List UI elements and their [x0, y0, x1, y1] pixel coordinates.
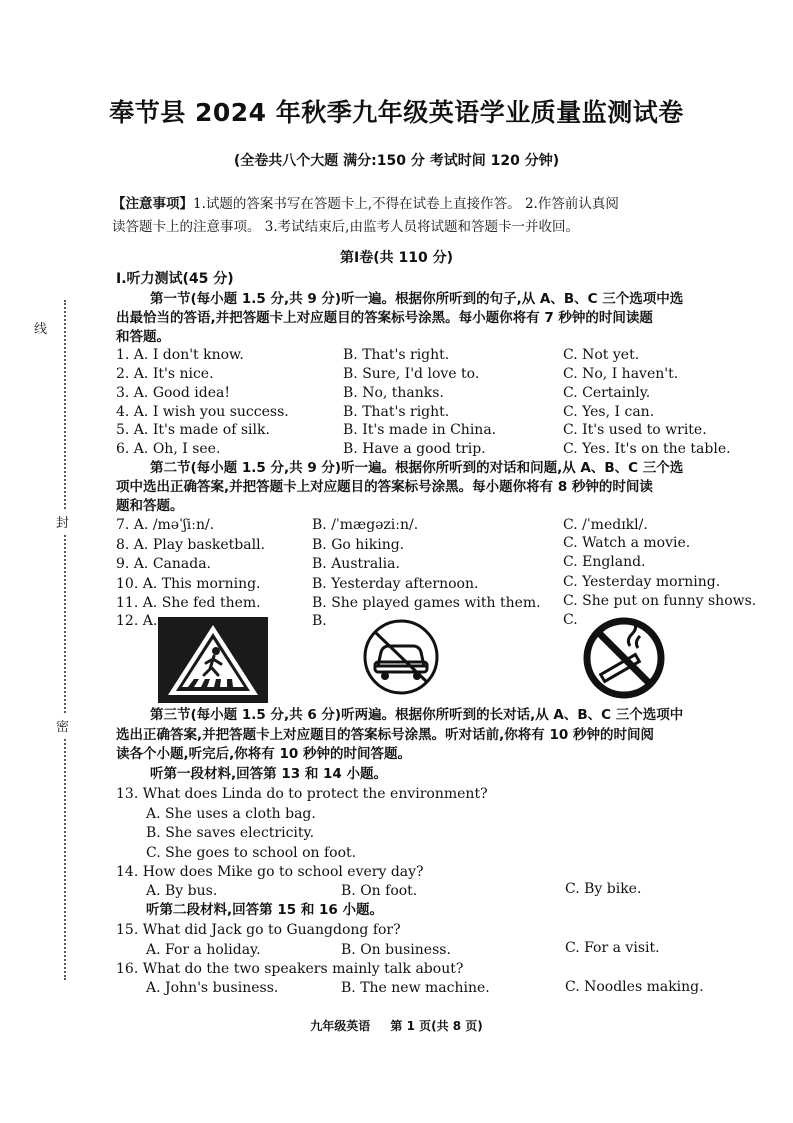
no-cars-icon [361, 618, 441, 696]
q1-option-b: B. That's right. [343, 347, 450, 363]
q6-option-c: C. Yes. It's on the table. [563, 441, 731, 457]
material-1-instruction: 听第一段材料,回答第 13 和 14 小题。 [150, 766, 388, 782]
q11-option-b: B. She played games with them. [312, 595, 541, 611]
q13-question: 13. What does Linda do to protect the environment? [116, 786, 488, 802]
q1-option-c: C. Not yet. [563, 347, 640, 363]
q2-option-c: C. No, I haven't. [563, 366, 679, 382]
sec1-line2: 出最恰当的答语,并把答题卡上对应题目的答案标号涂黑。每小题你将有 7 秒钟的时间读题 [116, 310, 653, 326]
q16-option-c: C. Noodles making. [565, 979, 704, 995]
q2-option-b: B. Sure, I'd love to. [343, 366, 480, 382]
q10-option-b: B. Yesterday afternoon. [312, 576, 479, 592]
notice-line-2: 读答题卡上的注意事项。 3.考试结束后,由监考人员将试题和答题卡一并收回。 [112, 219, 579, 235]
no-smoking-icon [582, 616, 666, 700]
sec1-line3: 和答题。 [116, 329, 170, 345]
q5-option-b: B. It's made in China. [343, 422, 497, 438]
sec1-line1: 第一节(每小题 1.5 分,共 9 分)听一遍。根据你所听到的句子,从 A、B、C 三个选项中选 [150, 291, 684, 307]
q10-option-a: 10. A. This morning. [116, 576, 261, 592]
q11-option-c: C. She put on funny shows. [563, 593, 757, 609]
volume-heading: 第Ⅰ卷(共 110 分) [340, 250, 453, 266]
q8-option-c: C. Watch a movie. [563, 535, 691, 551]
margin-label-line: 线 [34, 318, 47, 337]
footer-page-number: 第 1 页(共 8 页) [390, 1019, 483, 1033]
margin-label-seal: 封 [56, 510, 69, 533]
q13-option-a: A. She uses a cloth bag. [146, 806, 316, 822]
q14-option-b: B. On foot. [341, 883, 418, 899]
part1-heading: Ⅰ.听力测试(45 分) [116, 271, 234, 287]
q16-option-b: B. The new machine. [341, 980, 490, 996]
pedestrian-crossing-icon [158, 617, 268, 703]
sec3-line1: 第三节(每小题 1.5 分,共 6 分)听两遍。根据你所听到的长对话,从 A、B、C 三个选项中 [150, 707, 684, 723]
q4-option-a: 4. A. I wish you success. [116, 404, 289, 420]
q6-option-a: 6. A. Oh, I see. [116, 441, 221, 457]
q5-option-c: C. It's used to write. [563, 422, 707, 438]
page-footer [0, 1017, 793, 1034]
q7-option-b: B. /ˈmægəziːn/. [312, 517, 419, 533]
q3-option-b: B. No, thanks. [343, 385, 444, 401]
q16-question: 16. What do the two speakers mainly talk about? [116, 961, 464, 977]
q9-option-c: C. England. [563, 554, 646, 570]
sec3-line3: 读各个小题,听完后,你将有 10 秒钟的时间答题。 [116, 746, 411, 762]
q7-option-c: C. /ˈmedɪkl/. [563, 517, 648, 533]
sec2-line2: 项中选出正确答案,并把答题卡上对应题目的答案标号涂黑。每小题你将有 8 秒钟的时间读 [116, 479, 653, 495]
q8-option-b: B. Go hiking. [312, 537, 405, 553]
notice-line-1 [112, 193, 758, 216]
q3-option-c: C. Certainly. [563, 385, 651, 401]
q4-option-c: C. Yes, I can. [563, 404, 655, 420]
q7-option-a: 7. A. /məˈʃiːn/. [116, 517, 215, 533]
q12-option-a: 12. A. [116, 613, 158, 629]
q10-option-c: C. Yesterday morning. [563, 574, 721, 590]
q14-question: 14. How does Mike go to school every day? [116, 864, 424, 880]
q1-option-a: 1. A. I don't know. [116, 347, 244, 363]
notice-block [112, 193, 758, 239]
margin-label-secret: 密 [56, 714, 69, 737]
q12-option-b: B. [312, 613, 327, 629]
q12-option-c: C. [563, 612, 578, 628]
sec2-line1: 第二节(每小题 1.5 分,共 9 分)听一遍。根据你所听到的对话和问题,从 A、B、C 三个选 [150, 460, 684, 476]
q9-option-a: 9. A. Canada. [116, 556, 211, 572]
q9-option-b: B. Australia. [312, 556, 400, 572]
q6-option-b: B. Have a good trip. [343, 441, 486, 457]
q5-option-a: 5. A. It's made of silk. [116, 422, 270, 438]
q13-option-c: C. She goes to school on foot. [146, 845, 357, 861]
q16-option-a: A. John's business. [146, 980, 279, 996]
q14-option-a: A. By bus. [146, 883, 218, 899]
q15-question: 15. What did Jack go to Guangdong for? [116, 922, 401, 938]
footer-subject: 九年级英语 [310, 1019, 371, 1033]
notice-text-1: 1.试题的答案书写在答题卡上,不得在试卷上直接作答。 2.作答前认真阅 [193, 196, 619, 212]
binding-line [64, 300, 66, 980]
q15-option-a: A. For a holiday. [146, 942, 261, 958]
material-2-instruction: 听第二段材料,回答第 15 和 16 小题。 [146, 902, 384, 918]
q4-option-b: B. That's right. [343, 404, 450, 420]
exam-subtitle: (全卷共八个大题 满分:150 分 考试时间 120 分钟) [233, 153, 560, 169]
q11-option-a: 11. A. She fed them. [116, 595, 261, 611]
exam-title: 奉节县 2024 年秋季九年级英语学业质量监测试卷 [109, 98, 684, 127]
q2-option-a: 2. A. It's nice. [116, 366, 214, 382]
sec3-line2: 选出正确答案,并把答题卡上对应题目的答案标号涂黑。听对话前,你将有 10 秒钟的时间阅 [116, 727, 654, 743]
q14-option-c: C. By bike. [565, 881, 642, 897]
q13-option-b: B. She saves electricity. [146, 825, 315, 841]
q8-option-a: 8. A. Play basketball. [116, 537, 266, 553]
q3-option-a: 3. A. Good idea! [116, 385, 230, 401]
q15-option-c: C. For a visit. [565, 940, 660, 956]
sec2-line3: 题和答题。 [116, 498, 184, 514]
notice-label: 【注意事项】 [112, 196, 193, 212]
q15-option-b: B. On business. [341, 942, 451, 958]
